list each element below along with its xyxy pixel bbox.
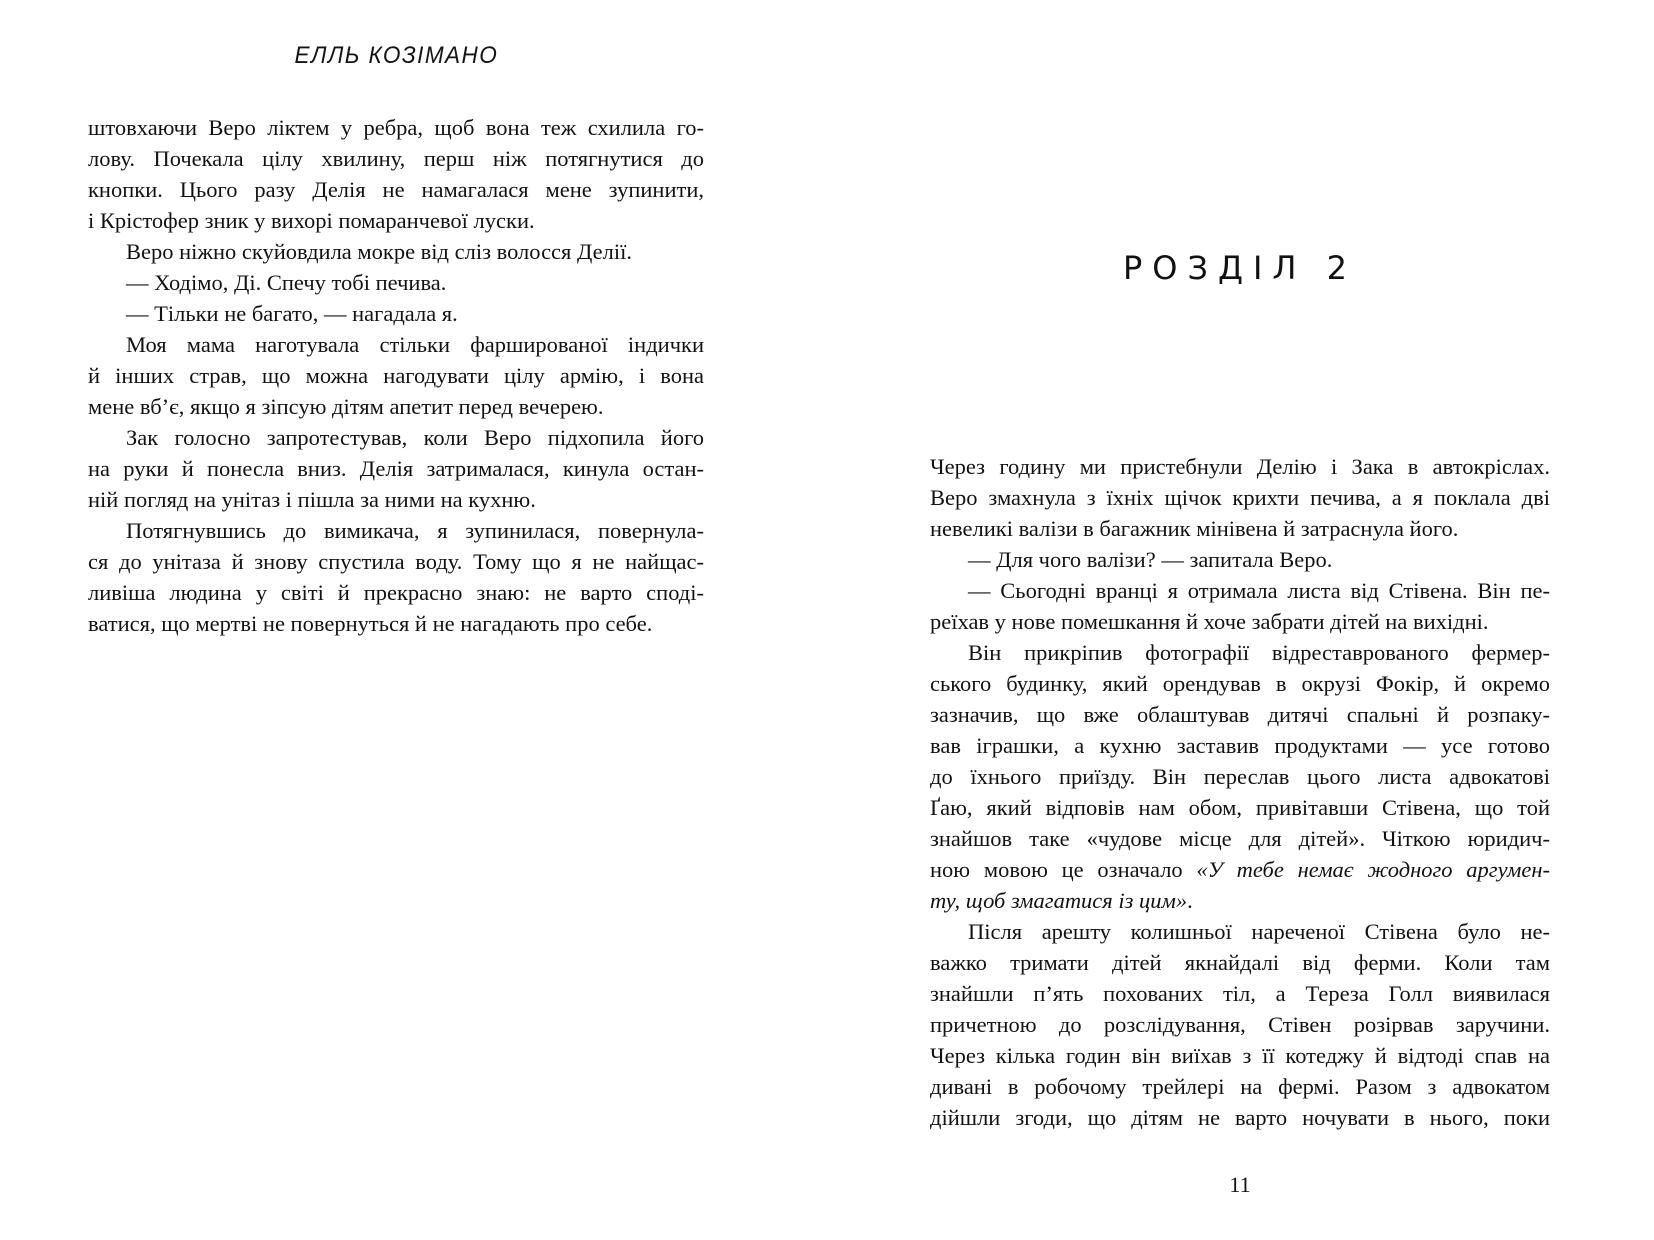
text-segment: й інших страв, що можна нагодувати цілу армію, і вона — [88, 363, 704, 388]
text-segment: Моя мама наготувала стільки фаршированої індички — [126, 332, 704, 357]
text-line — [88, 329, 704, 360]
running-head-text: ЕЛЛЬ КОЗІМАНО — [294, 42, 498, 69]
text-line — [88, 391, 704, 422]
text-segment: ського будинку, який орендував в окрузі Фокір, й окремо — [930, 671, 1550, 696]
text-segment: Веро змахнула з їхніх щічок крихти печива, а я поклала дві — [930, 485, 1550, 510]
text-line — [930, 482, 1550, 513]
italic-text-segment: «У тебе немає жодного аргумен- — [1196, 857, 1550, 882]
text-segment: лову. Почекала цілу хвилину, перш ніж потягнутися до — [88, 146, 704, 171]
text-line — [930, 761, 1550, 792]
text-segment: невеликі валізи в багажник мінівена й затраснула його. — [930, 516, 1459, 541]
text-line — [930, 699, 1550, 730]
text-segment: Зак голосно запротестував, коли Веро підхопила його — [126, 425, 704, 450]
text-segment: — Сьогодні вранці я отримала листа від Стівена. Він пе- — [968, 578, 1550, 603]
text-line — [88, 546, 704, 577]
text-segment: ною мовою це означало — [930, 857, 1197, 882]
chapter-heading: РОЗДІЛ 2 — [1122, 249, 1358, 287]
text-line — [930, 1071, 1550, 1102]
right-page-text — [930, 451, 1550, 1133]
text-line — [930, 823, 1550, 854]
text-segment: — Ходімо, Ді. Спечу тобі печива. — [126, 270, 447, 295]
text-line — [88, 608, 704, 639]
text-segment: — Для чого валізи? — запитала Веро. — [968, 547, 1333, 572]
text-segment: дивані в робочому трейлері на фермі. Разом з адвокатом — [930, 1074, 1550, 1099]
text-segment: ливіша людина у світі й прекрасно знаю: не варто споді- — [88, 580, 704, 605]
text-segment: Після арешту колишньої нареченої Стівена було не- — [968, 919, 1550, 944]
text-segment: — Тільки не багато, — нагадала я. — [126, 301, 458, 326]
text-line — [88, 267, 704, 298]
page-number: 11 — [1229, 1172, 1251, 1197]
text-line — [930, 885, 1550, 916]
text-line — [930, 947, 1550, 978]
text-segment: вав іграшки, а кухню заставив продуктами — усе готово — [930, 733, 1550, 758]
text-line — [88, 236, 704, 267]
text-line — [88, 360, 704, 391]
text-segment: Через годину ми пристебнули Делію і Зака в автокріслах. — [930, 454, 1550, 479]
italic-text-segment: ту, щоб змагатися із цим» — [930, 888, 1188, 913]
text-segment: реїхав у нове помешкання й хоче забрати дітей на вихідні. — [930, 609, 1489, 634]
text-segment: кнопки. Цього разу Делія не намагалася мене зупинити, — [88, 177, 704, 202]
text-segment: до їхнього приїзду. Він переслав цього листа адвокатові — [930, 764, 1550, 789]
text-segment: . — [1187, 888, 1193, 913]
text-segment: знайшов таке «чудове місце для дітей». Чіткою юридич- — [930, 826, 1550, 851]
text-segment: ся до унітаза й знову спустила воду. Тому що я не найщас- — [88, 549, 704, 574]
text-segment: Веро ніжно скуйовдила мокре від сліз волосся Делії. — [126, 239, 632, 264]
text-segment: мене вб’є, якщо я зіпсую дітям апетит перед вечерею. — [88, 394, 604, 419]
text-line — [930, 513, 1550, 544]
text-line — [930, 575, 1550, 606]
text-line — [930, 854, 1550, 885]
text-line — [88, 577, 704, 608]
text-segment: зазначив, що вже облаштував дитячі спальні й розпаку- — [930, 702, 1550, 727]
text-line — [930, 730, 1550, 761]
text-line — [930, 1009, 1550, 1040]
text-line — [88, 298, 704, 329]
text-line — [930, 668, 1550, 699]
text-segment: дійшли згоди, що дітям не варто ночувати в нього, поки — [930, 1105, 1550, 1130]
left-page-text — [88, 112, 704, 639]
text-segment: ватися, що мертві не повернуться й не нагадають про себе. — [88, 611, 653, 636]
text-segment: важко тримати дітей якнайдалі від ферми. Коли там — [930, 950, 1550, 975]
text-segment: знайшли п’ять похованих тіл, а Тереза Голл виявилася — [930, 981, 1550, 1006]
text-line — [930, 637, 1550, 668]
text-segment: ній погляд на унітаз і пішла за ними на кухню. — [88, 487, 536, 512]
text-line — [930, 1102, 1550, 1133]
text-line — [930, 606, 1550, 637]
text-segment: Ґаю, який відповів нам обом, привітавши Стівена, що той — [930, 795, 1550, 820]
text-line — [88, 205, 704, 236]
text-line — [930, 916, 1550, 947]
text-segment: Він прикріпив фотографії відреставрованого фермер- — [968, 640, 1550, 665]
text-segment: Потягнувшись до вимикача, я зупинилася, повернула- — [126, 518, 704, 543]
text-line — [930, 792, 1550, 823]
text-line — [88, 174, 704, 205]
text-segment: на руки й понесла вниз. Делія затрималася, кинула остан- — [88, 456, 704, 481]
text-line — [930, 978, 1550, 1009]
text-line — [88, 112, 704, 143]
text-segment: штовхаючи Веро ліктем у ребра, щоб вона теж схилила го- — [88, 115, 704, 140]
text-line — [88, 453, 704, 484]
text-segment: Через кілька годин він виїхав з її котеджу й відтоді спав на — [930, 1043, 1550, 1068]
text-line — [930, 1040, 1550, 1071]
text-line — [930, 451, 1550, 482]
text-line — [88, 515, 704, 546]
text-segment: причетною до розслідування, Стівен розірвав заручини. — [930, 1012, 1550, 1037]
running-head-author — [88, 42, 704, 70]
text-segment: і Крістофер зник у вихорі помаранчевої луски. — [88, 208, 535, 233]
text-line — [88, 422, 704, 453]
text-line — [88, 143, 704, 174]
text-line — [88, 484, 704, 515]
text-line — [930, 544, 1550, 575]
